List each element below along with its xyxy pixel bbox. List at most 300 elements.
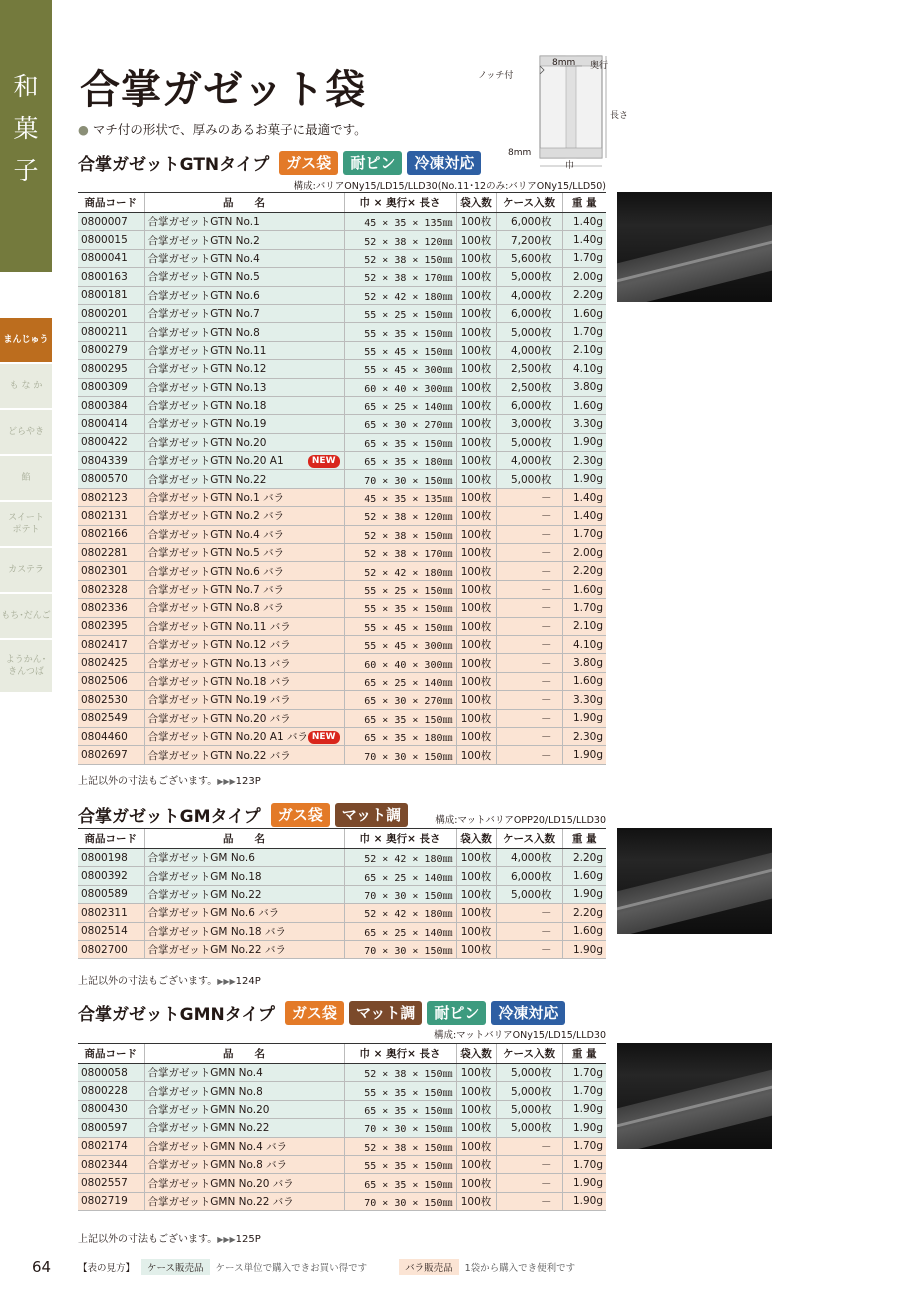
cell-name bbox=[144, 599, 344, 617]
new-badge: NEW bbox=[308, 455, 340, 468]
cell-size: 65 × 35 × 180㎜ bbox=[344, 452, 456, 470]
cell-size: 52 × 38 × 150㎜ bbox=[344, 525, 456, 543]
product-name: 合掌ガゼットGTN No.11 バラ bbox=[147, 620, 291, 633]
legend-case-desc: ケース単位で購入できお買い得です bbox=[215, 1263, 368, 1274]
cell-weight: 1.60g bbox=[562, 580, 606, 598]
cell-case-qty: － bbox=[496, 672, 562, 690]
cell-bag-qty: 100枚 bbox=[456, 304, 496, 322]
cell-name bbox=[144, 727, 344, 745]
cell-code: 0800414 bbox=[78, 415, 144, 433]
product-name: 合掌ガゼットGTN No.20 バラ bbox=[147, 712, 291, 725]
table-row bbox=[78, 286, 606, 304]
cell-code: 0800570 bbox=[78, 470, 144, 488]
gtn-section-header bbox=[78, 150, 486, 175]
cell-case-qty: 5,000枚 bbox=[496, 1100, 562, 1118]
cell-bag-qty: 100枚 bbox=[456, 360, 496, 378]
page-number: 64 bbox=[32, 1258, 52, 1276]
cell-bag-qty: 100枚 bbox=[456, 323, 496, 341]
col-name: 品 名 bbox=[144, 193, 344, 213]
cell-bag-qty: 100枚 bbox=[456, 507, 496, 525]
nav-item-an[interactable]: 餡 bbox=[0, 456, 52, 500]
table-row bbox=[78, 213, 606, 231]
cell-name bbox=[144, 849, 344, 867]
gm-note-text: 上記以外の寸法もございます。 bbox=[78, 976, 218, 987]
cell-size: 52 × 42 × 180㎜ bbox=[344, 562, 456, 580]
cell-weight: 1.70g bbox=[562, 323, 606, 341]
cell-bag-qty: 100枚 bbox=[456, 286, 496, 304]
cell-case-qty: 5,000枚 bbox=[496, 433, 562, 451]
cell-weight: 1.60g bbox=[562, 396, 606, 414]
table-row bbox=[78, 727, 606, 745]
cell-case-qty: － bbox=[496, 940, 562, 958]
product-name: 合掌ガゼットGTN No.8 バラ bbox=[147, 602, 285, 615]
table-row bbox=[78, 452, 606, 470]
cell-weight: 2.20g bbox=[562, 849, 606, 867]
gtn-badge-pinhole: 耐ピン bbox=[343, 151, 402, 175]
cell-name bbox=[144, 746, 344, 764]
cell-bag-qty: 100枚 bbox=[456, 922, 496, 940]
cell-name bbox=[144, 396, 344, 414]
table-row bbox=[78, 360, 606, 378]
gm-badge-matte: マット調 bbox=[335, 803, 408, 827]
product-name: 合掌ガゼットGTN No.2 bbox=[147, 234, 260, 247]
cell-size: 70 × 30 × 150㎜ bbox=[344, 940, 456, 958]
product-name: 合掌ガゼットGTN No.5 bbox=[147, 271, 260, 284]
gmn-product-photo bbox=[617, 1043, 772, 1149]
table-row bbox=[78, 1137, 606, 1155]
cell-bag-qty: 100枚 bbox=[456, 452, 496, 470]
col-size: 巾 × 奥行× 長さ bbox=[344, 829, 456, 849]
table-row bbox=[78, 672, 606, 690]
cell-bag-qty: 100枚 bbox=[456, 940, 496, 958]
cell-bag-qty: 100枚 bbox=[456, 599, 496, 617]
col-case: ケース入数 bbox=[496, 193, 562, 213]
cell-size: 52 × 38 × 150㎜ bbox=[344, 1137, 456, 1155]
category-sidebar bbox=[0, 0, 52, 272]
table-row bbox=[78, 849, 606, 867]
product-name: 合掌ガゼットGTN No.19 bbox=[147, 418, 267, 431]
nav-item-mochi-dango[interactable]: もち･だんご bbox=[0, 594, 52, 638]
table-row bbox=[78, 507, 606, 525]
table-header-row bbox=[78, 193, 606, 213]
col-code: 商品コード bbox=[78, 829, 144, 849]
cell-name bbox=[144, 617, 344, 635]
table-row bbox=[78, 580, 606, 598]
cell-size: 52 × 38 × 120㎜ bbox=[344, 507, 456, 525]
table-row bbox=[78, 231, 606, 249]
diagram-width-label: 巾 bbox=[565, 161, 575, 171]
cell-bag-qty: 100枚 bbox=[456, 1155, 496, 1173]
table-row bbox=[78, 470, 606, 488]
cell-bag-qty: 100枚 bbox=[456, 1137, 496, 1155]
cell-name bbox=[144, 922, 344, 940]
cell-case-qty: － bbox=[496, 1155, 562, 1173]
cell-case-qty: － bbox=[496, 562, 562, 580]
new-badge: NEW bbox=[308, 731, 340, 744]
cell-code: 0800430 bbox=[78, 1100, 144, 1118]
cell-size: 52 × 38 × 120㎜ bbox=[344, 231, 456, 249]
cell-bag-qty: 100枚 bbox=[456, 904, 496, 922]
table-row bbox=[78, 396, 606, 414]
col-size: 巾 × 奥行× 長さ bbox=[344, 193, 456, 213]
gtn-badge-freezer: 冷凍対応 bbox=[407, 151, 481, 175]
cell-code: 0800007 bbox=[78, 213, 144, 231]
nav-item-monaka[interactable]: も な か bbox=[0, 364, 52, 408]
category-char-2: 菓 bbox=[13, 114, 39, 143]
cell-code: 0802514 bbox=[78, 922, 144, 940]
nav-item-dorayaki[interactable]: どらやき bbox=[0, 410, 52, 454]
cell-size: 60 × 40 × 300㎜ bbox=[344, 378, 456, 396]
cell-code: 0802506 bbox=[78, 672, 144, 690]
cell-case-qty: － bbox=[496, 1137, 562, 1155]
category-char-1: 和 bbox=[13, 72, 39, 101]
cell-size: 65 × 25 × 140㎜ bbox=[344, 672, 456, 690]
gm-product-photo bbox=[617, 828, 772, 934]
table-row bbox=[78, 1155, 606, 1173]
cell-weight: 1.40g bbox=[562, 213, 606, 231]
cell-code: 0802281 bbox=[78, 544, 144, 562]
cell-bag-qty: 100枚 bbox=[456, 378, 496, 396]
cell-case-qty: － bbox=[496, 1174, 562, 1192]
table-row bbox=[78, 341, 606, 359]
legend-case-swatch: ケース販売品 bbox=[141, 1259, 210, 1275]
cell-bag-qty: 100枚 bbox=[456, 1100, 496, 1118]
cell-code: 0802425 bbox=[78, 654, 144, 672]
cell-code: 0802328 bbox=[78, 580, 144, 598]
table-row bbox=[78, 415, 606, 433]
cell-code: 0802336 bbox=[78, 599, 144, 617]
cell-case-qty: － bbox=[496, 654, 562, 672]
cell-weight: 2.10g bbox=[562, 617, 606, 635]
product-name: 合掌ガゼットGMN No.20 バラ bbox=[147, 1177, 294, 1190]
cell-name bbox=[144, 1192, 344, 1210]
nav-item-sweet-potato[interactable]: スイート ポテト bbox=[0, 502, 52, 546]
table-row bbox=[78, 488, 606, 506]
cell-name bbox=[144, 286, 344, 304]
cell-name bbox=[144, 1155, 344, 1173]
product-name: 合掌ガゼットGTN No.1 bbox=[147, 216, 260, 229]
cell-name bbox=[144, 672, 344, 690]
cell-case-qty: 5,000枚 bbox=[496, 1119, 562, 1137]
legend-prefix: 【表の見方】 bbox=[78, 1263, 136, 1274]
cell-weight: 2.20g bbox=[562, 904, 606, 922]
cell-size: 65 × 35 × 150㎜ bbox=[344, 1100, 456, 1118]
cell-weight: 1.70g bbox=[562, 1137, 606, 1155]
table-row bbox=[78, 1119, 606, 1137]
product-name: 合掌ガゼットGTN No.20 bbox=[147, 436, 267, 449]
product-name: 合掌ガゼットGTN No.13 bbox=[147, 381, 267, 394]
cell-bag-qty: 100枚 bbox=[456, 525, 496, 543]
cell-bag-qty: 100枚 bbox=[456, 1174, 496, 1192]
table-row bbox=[78, 525, 606, 543]
gm-badge-gas: ガス袋 bbox=[271, 803, 330, 827]
col-weight: 重 量 bbox=[562, 193, 606, 213]
product-name: 合掌ガゼットGTN No.4 バラ bbox=[147, 528, 285, 541]
cell-bag-qty: 100枚 bbox=[456, 433, 496, 451]
cell-code: 0802123 bbox=[78, 488, 144, 506]
cell-code: 0802131 bbox=[78, 507, 144, 525]
cell-bag-qty: 100枚 bbox=[456, 396, 496, 414]
nav-item-yokan-kintsuba[interactable]: ようかん･ きんつば bbox=[0, 640, 52, 692]
col-name: 品 名 bbox=[144, 1044, 344, 1064]
table-row bbox=[78, 249, 606, 267]
cell-name bbox=[144, 1082, 344, 1100]
cell-case-qty: － bbox=[496, 1192, 562, 1210]
table-row bbox=[78, 433, 606, 451]
cell-case-qty: － bbox=[496, 580, 562, 598]
product-name: 合掌ガゼットGTN No.6 bbox=[147, 289, 260, 302]
cell-size: 65 × 35 × 150㎜ bbox=[344, 1174, 456, 1192]
cell-weight: 1.90g bbox=[562, 1119, 606, 1137]
table-row bbox=[78, 544, 606, 562]
cell-code: 0800589 bbox=[78, 885, 144, 903]
gtn-ref-note bbox=[78, 772, 261, 787]
cell-size: 65 × 25 × 140㎜ bbox=[344, 922, 456, 940]
cell-code: 0800211 bbox=[78, 323, 144, 341]
cell-weight: 1.90g bbox=[562, 1100, 606, 1118]
table-row bbox=[78, 867, 606, 885]
cell-case-qty: － bbox=[496, 691, 562, 709]
cell-size: 52 × 38 × 150㎜ bbox=[344, 1064, 456, 1082]
nav-item-manju[interactable]: まんじゅう bbox=[0, 318, 52, 362]
cell-size: 52 × 42 × 180㎜ bbox=[344, 849, 456, 867]
gm-section-title: 合掌ガゼットGMタイプ bbox=[78, 807, 261, 827]
gmn-badge-freezer: 冷凍対応 bbox=[491, 1001, 565, 1025]
cell-code: 0802311 bbox=[78, 904, 144, 922]
cell-size: 70 × 30 × 150㎜ bbox=[344, 885, 456, 903]
cell-bag-qty: 100枚 bbox=[456, 849, 496, 867]
cell-case-qty: － bbox=[496, 599, 562, 617]
gm-composition: 構成:マットバリアOPP20/LD15/LLD30 bbox=[435, 815, 606, 826]
diagram-top-width: 8mm bbox=[552, 58, 576, 68]
cell-weight: 1.90g bbox=[562, 1174, 606, 1192]
cell-size: 55 × 25 × 150㎜ bbox=[344, 580, 456, 598]
cell-size: 52 × 38 × 170㎜ bbox=[344, 268, 456, 286]
cell-case-qty: 5,000枚 bbox=[496, 268, 562, 286]
product-name: 合掌ガゼットGM No.22 バラ bbox=[147, 944, 286, 957]
cell-weight: 1.90g bbox=[562, 709, 606, 727]
cell-code: 0802417 bbox=[78, 635, 144, 653]
cell-name bbox=[144, 231, 344, 249]
col-case: ケース入数 bbox=[496, 829, 562, 849]
cell-bag-qty: 100枚 bbox=[456, 213, 496, 231]
gm-note-page[interactable]: 124P bbox=[235, 976, 261, 987]
cell-size: 65 × 35 × 150㎜ bbox=[344, 709, 456, 727]
diagram-notch-label: ノッチ付 bbox=[478, 71, 514, 81]
cell-weight: 2.00g bbox=[562, 268, 606, 286]
page-title: 合掌ガゼット袋 bbox=[80, 66, 367, 113]
col-weight: 重 量 bbox=[562, 1044, 606, 1064]
subcategory-nav bbox=[0, 318, 52, 694]
cell-case-qty: － bbox=[496, 488, 562, 506]
product-name: 合掌ガゼットGTN No.11 bbox=[147, 344, 267, 357]
cell-size: 70 × 30 × 150㎜ bbox=[344, 1192, 456, 1210]
col-case: ケース入数 bbox=[496, 1044, 562, 1064]
category-char-3: 子 bbox=[13, 156, 39, 185]
cell-name bbox=[144, 525, 344, 543]
cell-case-qty: － bbox=[496, 617, 562, 635]
cell-bag-qty: 100枚 bbox=[456, 470, 496, 488]
cell-size: 55 × 45 × 150㎜ bbox=[344, 617, 456, 635]
cell-weight: 1.70g bbox=[562, 599, 606, 617]
cell-code: 0802697 bbox=[78, 746, 144, 764]
cell-name bbox=[144, 654, 344, 672]
cell-bag-qty: 100枚 bbox=[456, 1082, 496, 1100]
cell-bag-qty: 100枚 bbox=[456, 341, 496, 359]
diagram-side-width: 8mm bbox=[508, 148, 532, 158]
cell-code: 0804339 bbox=[78, 452, 144, 470]
cell-size: 52 × 42 × 180㎜ bbox=[344, 904, 456, 922]
table-row bbox=[78, 378, 606, 396]
table-row bbox=[78, 1082, 606, 1100]
nav-item-castella[interactable]: カステラ bbox=[0, 548, 52, 592]
gmn-composition: 構成:マットバリアONy15/LD15/LLD30 bbox=[433, 1030, 606, 1041]
col-code: 商品コード bbox=[78, 193, 144, 213]
cell-bag-qty: 100枚 bbox=[456, 672, 496, 690]
cell-weight: 3.30g bbox=[562, 415, 606, 433]
cell-size: 65 × 35 × 180㎜ bbox=[344, 727, 456, 745]
cell-weight: 1.70g bbox=[562, 1064, 606, 1082]
cell-code: 0800163 bbox=[78, 268, 144, 286]
bullet-icon: ● bbox=[78, 122, 89, 137]
gtn-note-page[interactable]: 123P bbox=[235, 776, 261, 787]
table-row bbox=[78, 268, 606, 286]
gm-spec-table bbox=[78, 828, 606, 959]
cell-code: 0800228 bbox=[78, 1082, 144, 1100]
cell-weight: 1.70g bbox=[562, 1155, 606, 1173]
cell-weight: 2.20g bbox=[562, 562, 606, 580]
product-name: 合掌ガゼットGTN No.7 bbox=[147, 308, 260, 321]
cell-weight: 4.10g bbox=[562, 360, 606, 378]
cell-weight: 2.30g bbox=[562, 452, 606, 470]
cell-size: 55 × 35 × 150㎜ bbox=[344, 323, 456, 341]
cell-name bbox=[144, 1137, 344, 1155]
cell-case-qty: 6,000枚 bbox=[496, 867, 562, 885]
cell-case-qty: 4,000枚 bbox=[496, 341, 562, 359]
cell-name bbox=[144, 904, 344, 922]
gm-ref-note bbox=[78, 972, 261, 987]
cell-code: 0802719 bbox=[78, 1192, 144, 1210]
cell-code: 0800181 bbox=[78, 286, 144, 304]
table-row bbox=[78, 635, 606, 653]
cell-name bbox=[144, 709, 344, 727]
cell-case-qty: － bbox=[496, 709, 562, 727]
cell-bag-qty: 100枚 bbox=[456, 1119, 496, 1137]
product-name: 合掌ガゼットGTN No.19 バラ bbox=[147, 694, 291, 707]
cell-name bbox=[144, 562, 344, 580]
cell-name bbox=[144, 580, 344, 598]
cell-case-qty: 5,000枚 bbox=[496, 1082, 562, 1100]
cell-case-qty: 5,000枚 bbox=[496, 1064, 562, 1082]
product-name: 合掌ガゼットGTN No.5 バラ bbox=[147, 547, 285, 560]
cell-size: 55 × 35 × 150㎜ bbox=[344, 599, 456, 617]
cell-weight: 1.60g bbox=[562, 672, 606, 690]
col-bag: 袋入数 bbox=[456, 193, 496, 213]
cell-code: 0804460 bbox=[78, 727, 144, 745]
diagram-length-label: 長さ bbox=[610, 111, 629, 121]
product-name: 合掌ガゼットGTN No.2 バラ bbox=[147, 510, 285, 523]
cell-weight: 1.90g bbox=[562, 940, 606, 958]
table-row bbox=[78, 1064, 606, 1082]
product-name: 合掌ガゼットGTN No.18 bbox=[147, 400, 267, 413]
table-row bbox=[78, 746, 606, 764]
cell-code: 0800041 bbox=[78, 249, 144, 267]
product-name: 合掌ガゼットGMN No.8 bbox=[147, 1085, 263, 1098]
cell-weight: 2.10g bbox=[562, 341, 606, 359]
cell-name bbox=[144, 470, 344, 488]
product-name: 合掌ガゼットGTN No.20 A1 バラ bbox=[147, 731, 308, 744]
cell-bag-qty: 100枚 bbox=[456, 617, 496, 635]
cell-name bbox=[144, 360, 344, 378]
cell-weight: 3.80g bbox=[562, 378, 606, 396]
cell-code: 0802344 bbox=[78, 1155, 144, 1173]
cell-code: 0800384 bbox=[78, 396, 144, 414]
product-name: 合掌ガゼットGM No.18 バラ bbox=[147, 925, 286, 938]
product-name: 合掌ガゼットGTN No.12 bbox=[147, 363, 267, 376]
arrow-icon: ▶▶▶ bbox=[217, 1235, 236, 1244]
cell-bag-qty: 100枚 bbox=[456, 544, 496, 562]
cell-name bbox=[144, 415, 344, 433]
cell-name bbox=[144, 691, 344, 709]
cell-weight: 2.30g bbox=[562, 727, 606, 745]
cell-size: 55 × 35 × 150㎜ bbox=[344, 1155, 456, 1173]
cell-bag-qty: 100枚 bbox=[456, 1064, 496, 1082]
product-name: 合掌ガゼットGMN No.22 バラ bbox=[147, 1195, 294, 1208]
cell-size: 70 × 30 × 150㎜ bbox=[344, 1119, 456, 1137]
cell-name bbox=[144, 1119, 344, 1137]
bag-diagram bbox=[478, 42, 640, 172]
cell-name bbox=[144, 268, 344, 286]
cell-name bbox=[144, 885, 344, 903]
cell-size: 70 × 30 × 150㎜ bbox=[344, 470, 456, 488]
product-name: 合掌ガゼットGMN No.22 bbox=[147, 1122, 270, 1135]
cell-weight: 1.60g bbox=[562, 304, 606, 322]
cell-bag-qty: 100枚 bbox=[456, 691, 496, 709]
cell-weight: 1.70g bbox=[562, 525, 606, 543]
cell-name bbox=[144, 213, 344, 231]
cell-size: 65 × 30 × 270㎜ bbox=[344, 415, 456, 433]
table-row bbox=[78, 1192, 606, 1210]
cell-size: 60 × 40 × 300㎜ bbox=[344, 654, 456, 672]
table-row bbox=[78, 617, 606, 635]
cell-case-qty: 6,000枚 bbox=[496, 304, 562, 322]
cell-size: 70 × 30 × 150㎜ bbox=[344, 746, 456, 764]
gmn-note-page[interactable]: 125P bbox=[235, 1234, 261, 1245]
cell-size: 65 × 25 × 140㎜ bbox=[344, 867, 456, 885]
cell-name bbox=[144, 940, 344, 958]
cell-bag-qty: 100枚 bbox=[456, 1192, 496, 1210]
table-row bbox=[78, 323, 606, 341]
cell-code: 0802166 bbox=[78, 525, 144, 543]
intro-text bbox=[78, 120, 367, 138]
cell-bag-qty: 100枚 bbox=[456, 415, 496, 433]
cell-case-qty: － bbox=[496, 727, 562, 745]
cell-name bbox=[144, 452, 344, 470]
cell-bag-qty: 100枚 bbox=[456, 488, 496, 506]
product-name: 合掌ガゼットGM No.22 bbox=[147, 888, 262, 901]
cell-size: 55 × 35 × 150㎜ bbox=[344, 1082, 456, 1100]
cell-case-qty: 5,000枚 bbox=[496, 470, 562, 488]
photo-film bbox=[617, 225, 772, 302]
cell-size: 52 × 38 × 150㎜ bbox=[344, 249, 456, 267]
cell-case-qty: 4,000枚 bbox=[496, 849, 562, 867]
cell-name bbox=[144, 488, 344, 506]
table-row bbox=[78, 1174, 606, 1192]
table-header-row bbox=[78, 829, 606, 849]
cell-code: 0802700 bbox=[78, 940, 144, 958]
gmn-ref-note bbox=[78, 1230, 261, 1245]
cell-weight: 4.10g bbox=[562, 635, 606, 653]
